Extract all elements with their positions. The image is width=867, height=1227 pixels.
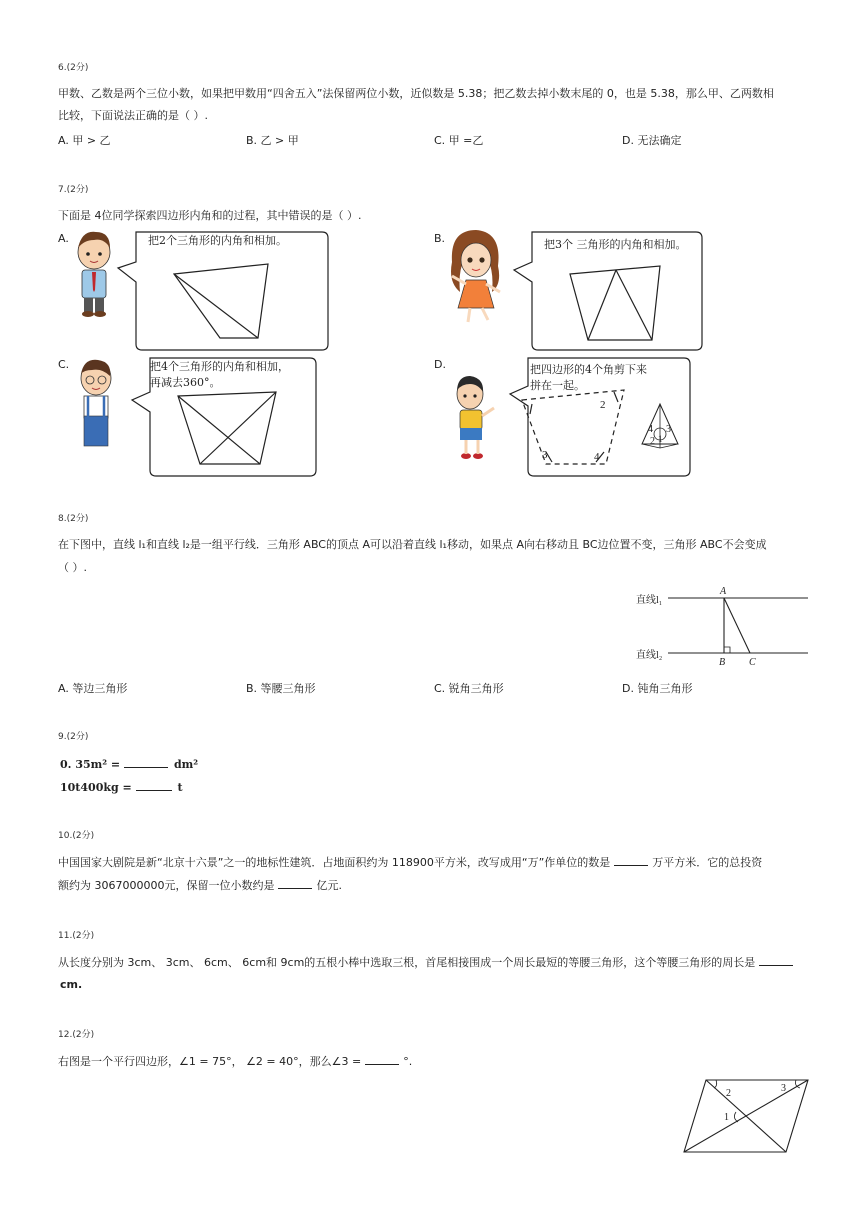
q11-text-line2: cm. [60, 978, 83, 991]
q12-number: 12.(2分) [58, 1030, 95, 1040]
q8-option-a[interactable]: A. 等边三角形 [58, 682, 128, 695]
q8-option-c[interactable]: C. 锐角三角形 [434, 682, 504, 695]
q10-number: 10.(2分) [58, 831, 95, 841]
q8-point-b: B [719, 657, 726, 668]
q6-option-a[interactable]: A. 甲 > 乙 [58, 134, 111, 147]
boy-d-icon [457, 376, 494, 459]
q7-bubble-c-text: 把4个三角形的内角和相加， 再减去360°。 [150, 360, 289, 389]
q11-text-line1: 从长度分别为 3cm、 3cm、 6cm、 6cm和 9cm的五根小棒中选取三根，首尾相接围成一个周长最短的等腰三角形，这个等腰三角形的周长是 [58, 954, 793, 970]
q7-option-d[interactable]: D. [434, 358, 446, 371]
q8-point-c: C [749, 657, 756, 668]
q6-text-line2: 比较，下面说法正确的是（ ）. [58, 109, 208, 122]
q7-text: 下面是 4位同学探索四边形内角和的过程，其中错误的是（ ）. [58, 209, 362, 222]
q8-line1-label: 直线l₁ [636, 595, 663, 606]
q10-blank-1[interactable] [614, 854, 648, 866]
q7-bubble-a-text: 把2个三角形的内角和相加。 [148, 234, 287, 247]
svg-text:3: 3 [666, 424, 671, 435]
q7-option-c[interactable]: C. [58, 358, 70, 371]
q9-blank-1[interactable] [124, 756, 168, 768]
q9-line2: 10t400kg = t [60, 781, 183, 794]
boy-a-icon [78, 232, 110, 317]
q11-number: 11.(2分) [58, 931, 95, 941]
girl-b-icon [451, 230, 500, 322]
q7-option-a[interactable]: A. [58, 232, 69, 245]
q6-option-c[interactable]: C. 甲 =乙 [434, 134, 484, 147]
q12-angle-1: 1 [724, 1112, 729, 1123]
svg-text:2: 2 [650, 436, 655, 447]
q9-blank-2[interactable] [136, 779, 172, 791]
svg-text:4: 4 [648, 424, 653, 435]
q7-option-b[interactable]: B. [434, 232, 446, 245]
q6-option-d[interactable]: D. 无法确定 [622, 134, 682, 147]
q8-text-line1: 在下图中，直线 l₁和直线 l₂是一组平行线．三角形 ABC的顶点 A可以沿着直线 l₁移动，如果点 A向右移动且 BC边位置不变，三角形 ABC不会变成 [58, 538, 767, 551]
q10-text-line2: 额约为 3067000000元，保留一位小数约是 亿元. [58, 879, 342, 892]
boy-c-icon [81, 360, 111, 446]
q12-angle-2: 2 [726, 1088, 731, 1099]
q8-number: 8.(2分) [58, 514, 89, 524]
q7-bubble-b-text: 把3个 三角形的内角和相加。 [544, 238, 687, 251]
q9-line1: 0. 35m² = dm² [60, 758, 199, 771]
q7-number: 7.(2分) [58, 185, 89, 195]
q8-text-line2: （ ）. [58, 561, 87, 574]
q7-d-label-4: 4 [594, 451, 600, 463]
q7-d-label-3: 3 [542, 449, 548, 461]
q12-parallelogram [680, 1074, 812, 1158]
svg-text:1: 1 [658, 434, 663, 444]
q8-option-b[interactable]: B. 等腰三角形 [246, 682, 316, 695]
q11-blank[interactable] [759, 954, 793, 966]
q10-blank-2[interactable] [278, 877, 312, 889]
q8-option-d[interactable]: D. 钝角三角形 [622, 682, 693, 695]
q6-text-line1: 甲数、乙数是两个三位小数，如果把甲数用“四舍五入”法保留两位小数，近似数是 5.38；把乙数去掉小数末尾的 0，也是 5.38，那么甲、乙两数相 [58, 87, 774, 100]
q6-option-b[interactable]: B. 乙 > 甲 [246, 134, 299, 147]
q6-number: 6.(2分) [58, 63, 89, 73]
q12-angle-3: 3 [781, 1083, 786, 1094]
q8-point-a: A [720, 586, 727, 597]
q8-line2-label: 直线l₂ [636, 650, 663, 661]
q12-blank[interactable] [365, 1053, 399, 1065]
q7-bubble-d-text: 把四边形的4个角剪下来 拼在一起。 [530, 363, 647, 392]
q9-number: 9.(2分) [58, 732, 89, 742]
q8-figure [630, 582, 810, 668]
q10-text-line1: 中国国家大剧院是新“北京十六景”之一的地标性建筑．占地面积约为 118900平方米，改写成用“万”作单位的数是 万平方米．它的总投资 [58, 856, 763, 869]
q12-text: 右图是一个平行四边形，∠1 = 75°， ∠2 = 40°，那么∠3 = °. [58, 1055, 413, 1068]
q7-d-label-2: 2 [600, 399, 606, 411]
